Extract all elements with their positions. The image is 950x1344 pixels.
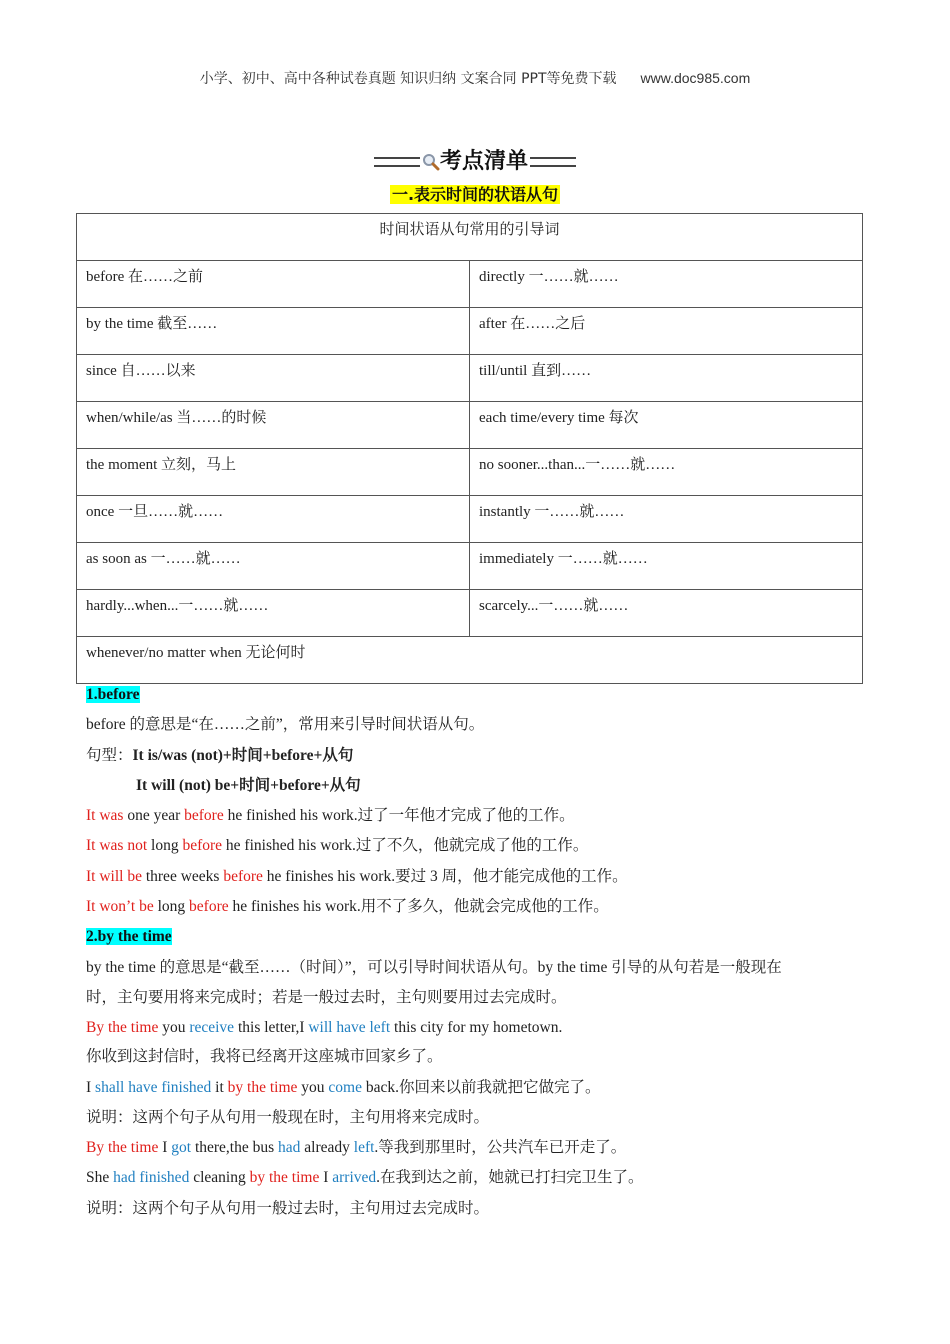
section1-desc: before 的意思是“在……之前”，常用来引导时间状语从句。 (86, 716, 485, 734)
text-segment: I (319, 1169, 333, 1187)
table-cell: once 一旦……就…… (77, 496, 470, 543)
text-segment: he finished his work.过了不久，他就完成了他的工作。 (222, 837, 589, 855)
verb-form: receive (189, 1019, 235, 1037)
example-sentence (86, 892, 876, 922)
text-segment: this city for my hometown. (390, 1019, 563, 1037)
section-subtitle-text: 一.表示时间的状语从句 (391, 185, 559, 204)
right-double-line (530, 157, 576, 167)
table-row (77, 449, 863, 496)
table-last-row (77, 637, 863, 684)
verb-form: come (328, 1078, 362, 1096)
text-segment: he finishes his work.用不了多久，他就会完成他的工作。 (228, 898, 609, 916)
table-row (77, 261, 863, 308)
section2-heading-text: 2.by the time (86, 928, 172, 946)
table-cell: till/until 直到…… (470, 355, 863, 402)
main-content (86, 680, 876, 1224)
table-row (77, 355, 863, 402)
keyword: By the time (86, 1019, 159, 1037)
example-sentence (86, 801, 876, 831)
text-segment: cleaning (189, 1169, 250, 1187)
page-header (0, 68, 950, 88)
keyword: By the time (86, 1139, 159, 1157)
verb-form: had (278, 1139, 301, 1157)
table-cell: when/while/as 当……的时候 (77, 402, 470, 449)
text-segment: .在我到达之前，她就已打扫完卫生了。 (376, 1169, 644, 1187)
text-segment: three weeks (141, 867, 224, 885)
verb-form: shall have finished (95, 1078, 212, 1096)
keyword: by the time (249, 1169, 320, 1187)
keyword: before (182, 837, 223, 855)
section1-heading (86, 680, 876, 710)
note-1: 说明：这两个句子从句用一般现在时，主句用将来完成时。 (86, 1108, 490, 1126)
section2-heading (86, 922, 876, 952)
header-url[interactable]: www.doc985.com (640, 70, 751, 86)
example-translation: 你收到这封信时，我将已经离开这座城市回家乡了。 (86, 1048, 443, 1066)
table-row (77, 496, 863, 543)
text-segment: this letter,I (234, 1019, 309, 1037)
example-sentence (86, 1133, 876, 1163)
pattern-label: 句型： (86, 746, 133, 764)
text-segment: back.你回来以前我就把它做完了。 (361, 1078, 601, 1096)
keyword: before (189, 898, 229, 916)
verb-form: will have left (308, 1019, 391, 1037)
section1-heading-text: 1.before (86, 686, 140, 703)
text-segment: you (158, 1019, 190, 1037)
table-cell: as soon as 一……就…… (77, 543, 470, 590)
keyword: before (223, 867, 263, 885)
verb-form: got (171, 1139, 192, 1157)
table-cell: after 在……之后 (470, 308, 863, 355)
example-sentence (86, 862, 876, 892)
example-sentence (86, 831, 876, 861)
header-text: 小学、初中、高中各种试卷真题 知识归纳 文案合同 PPT等免费下载 (199, 71, 617, 87)
text-segment: you (297, 1078, 329, 1096)
magnifier-icon (422, 153, 440, 171)
section-subtitle (0, 182, 950, 205)
table-cell: whenever/no matter when 无论何时 (77, 637, 863, 684)
section-title (0, 144, 950, 175)
table-caption-row (77, 214, 863, 261)
note-2: 说明：这两个句子从句用一般过去时，主句用过去完成时。 (86, 1199, 490, 1217)
text-segment: there,the bus (191, 1139, 279, 1157)
text-segment: I (86, 1078, 96, 1096)
table-cell: before 在……之前 (77, 261, 470, 308)
table-cell: by the time 截至…… (77, 308, 470, 355)
text-segment: I (158, 1139, 172, 1157)
table-caption: 时间状语从句常用的引导词 (77, 214, 863, 261)
text-segment: long (147, 837, 183, 855)
example-sentence (86, 1163, 876, 1193)
keyword: It was (86, 807, 124, 825)
text-segment: he finished his work.过了一年他才完成了他的工作。 (223, 807, 575, 825)
conjunction-table (76, 213, 863, 684)
table-row (77, 590, 863, 637)
text-segment: She (86, 1169, 114, 1187)
table-cell: immediately 一……就…… (470, 543, 863, 590)
table-row (77, 308, 863, 355)
section-title-text: 考点清单 (439, 149, 528, 174)
table-cell: the moment 立刻，马上 (77, 449, 470, 496)
pattern-line-1 (86, 741, 876, 771)
table-cell: since 自……以来 (77, 355, 470, 402)
table-cell: scarcely...一……就…… (470, 590, 863, 637)
text-segment: long (153, 898, 190, 916)
verb-form: had finished (113, 1169, 190, 1187)
keyword: by the time (227, 1078, 298, 1096)
keyword: before (184, 807, 224, 825)
table-cell: no sooner...than...一……就…… (470, 449, 863, 496)
example-sentence (86, 1013, 876, 1042)
table-cell: hardly...when...一……就…… (77, 590, 470, 637)
keyword: It was not (86, 837, 148, 855)
text-segment: one year (123, 807, 185, 825)
keyword: It will be (86, 867, 142, 885)
verb-form: left (353, 1139, 375, 1157)
verb-form: arrived (332, 1169, 377, 1187)
text-segment: it (211, 1078, 228, 1096)
left-double-line (374, 157, 420, 167)
text-segment: .等我到那里时，公共汽车已开走了。 (374, 1139, 627, 1157)
table-cell: each time/every time 每次 (470, 402, 863, 449)
table-row (77, 543, 863, 590)
table-cell: instantly 一……就…… (470, 496, 863, 543)
pattern-2: It will (not) be+时间+before+从句 (136, 776, 361, 794)
section2-desc-1: by the time 的意思是“截至……（时间）”，可以引导时间状语从句。by the time 引导的从句若是一般现在 (86, 958, 782, 976)
text-segment: he finishes his work.要过 3 周，他才能完成他的工作。 (262, 867, 628, 885)
pattern-line-2 (86, 771, 876, 801)
keyword: It won’t be (86, 898, 154, 916)
table-cell: directly 一……就…… (470, 261, 863, 308)
section2-desc-2: 时，主句要用将来完成时；若是一般过去时，主句则要用过去完成时。 (86, 988, 567, 1006)
text-segment: already (300, 1139, 354, 1157)
example-sentence (86, 1073, 876, 1103)
pattern-1: It is/was (not)+时间+before+从句 (132, 746, 354, 764)
table-row (77, 402, 863, 449)
